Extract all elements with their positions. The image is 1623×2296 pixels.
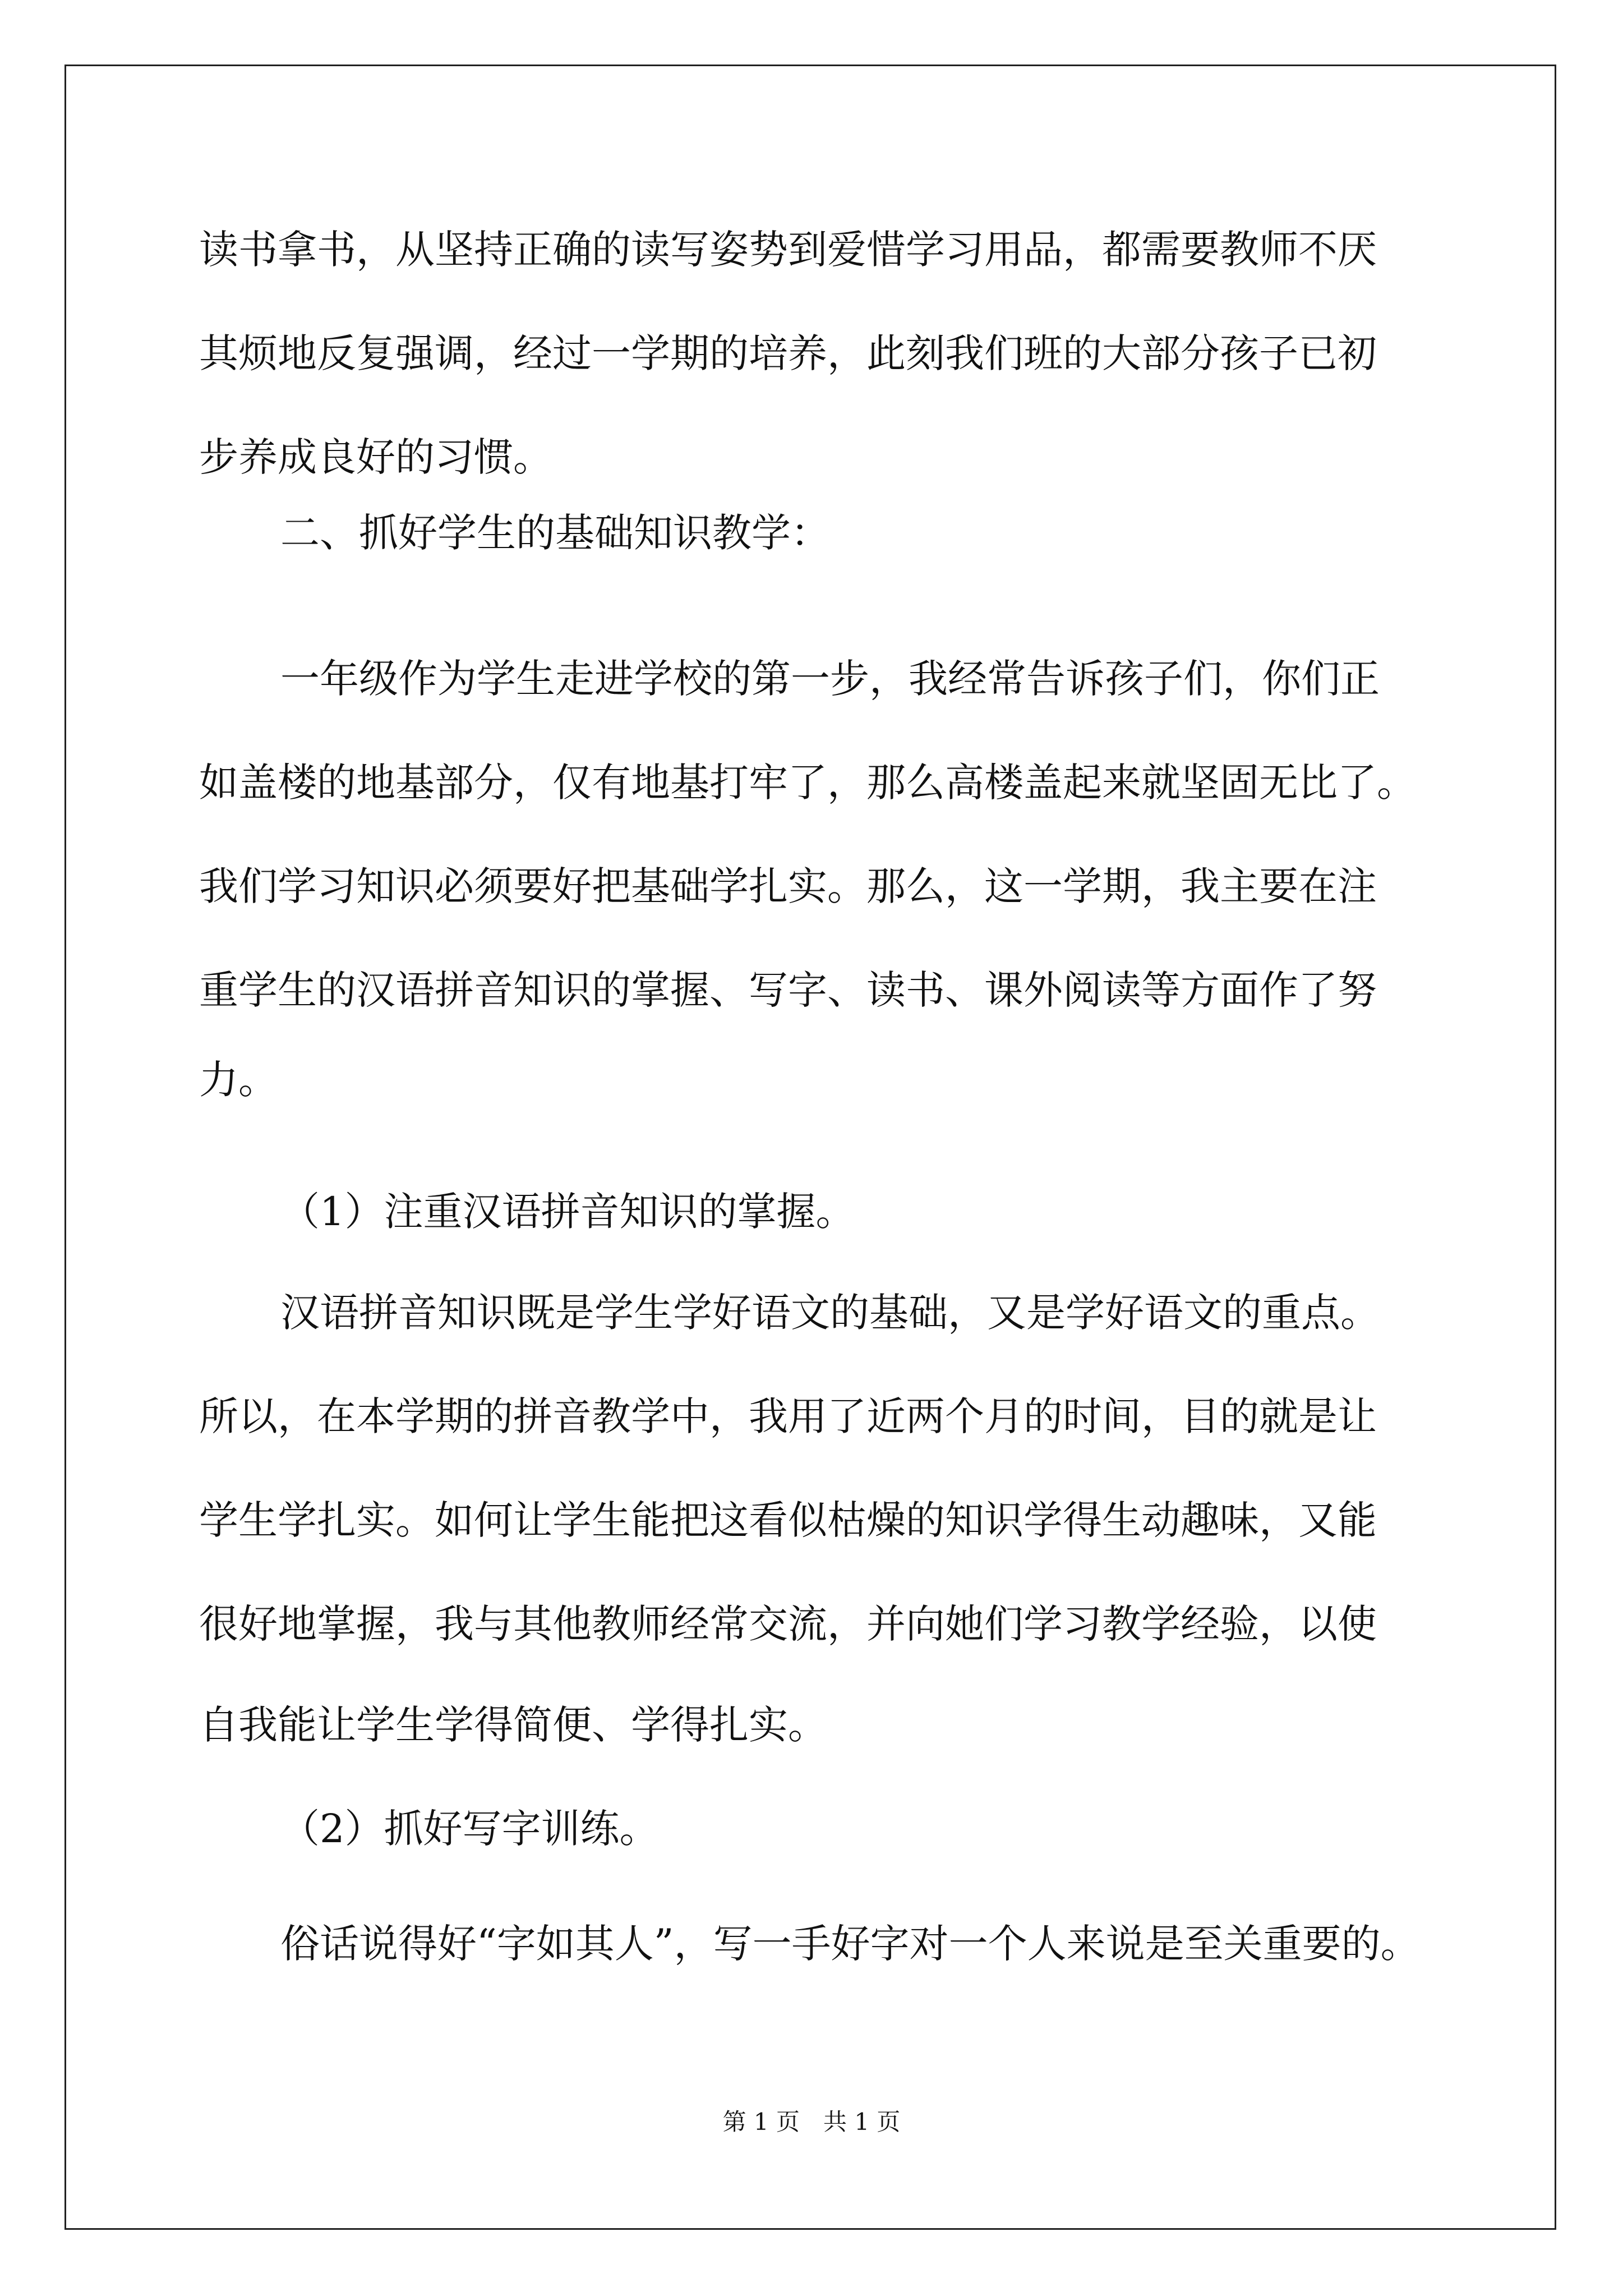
subsection-heading: （1）注重汉语拼音知识的掌握。	[280, 1189, 855, 1235]
text-line: 力。	[199, 1057, 278, 1103]
section-heading: 二、抓好学生的基础知识教学：	[280, 510, 830, 556]
text-line: 学生学扎实。如何让学生能把这看似枯燥的知识学得生动趣味，又能	[199, 1497, 1377, 1543]
text-line: 所以，在本学期的拼音教学中，我用了近两个月的时间，目的就是让	[199, 1393, 1377, 1439]
text-line: 如盖楼的地基部分，仅有地基打牢了，那么高楼盖起来就坚固无比了。	[199, 760, 1416, 806]
subsection-heading: （2）抓好写字训练。	[280, 1806, 659, 1852]
page-number-footer: 第 1 页 共 1 页	[722, 2108, 901, 2136]
text-line: 一年级作为学生走进学校的第一步，我经常告诉孩子们，你们正	[280, 656, 1380, 702]
text-line: 重学生的汉语拼音知识的掌握、写字、读书、课外阅读等方面作了努	[199, 967, 1377, 1013]
text-line: 其烦地反复强调，经过一学期的培养，此刻我们班的大部分孩子已初	[199, 330, 1377, 376]
text-line: 我们学习知识必须要好把基础学扎实。那么，这一学期，我主要在注	[199, 863, 1377, 909]
text-line: 步养成良好的习惯。	[199, 434, 552, 480]
text-line: 自我能让学生学得简便、学得扎实。	[199, 1702, 827, 1748]
page-border	[64, 65, 1556, 2230]
text-line: 读书拿书，从坚持正确的读写姿势到爱惜学习用品，都需要教师不厌	[199, 227, 1377, 273]
text-line: 汉语拼音知识既是学生学好语文的基础，又是学好语文的重点。	[280, 1290, 1380, 1336]
text-line: 俗话说得好“字如其人”，写一手好字对一个人来说是至关重要的。	[280, 1921, 1420, 1967]
text-line: 很好地掌握，我与其他教师经常交流，并向她们学习教学经验，以使	[199, 1601, 1377, 1647]
